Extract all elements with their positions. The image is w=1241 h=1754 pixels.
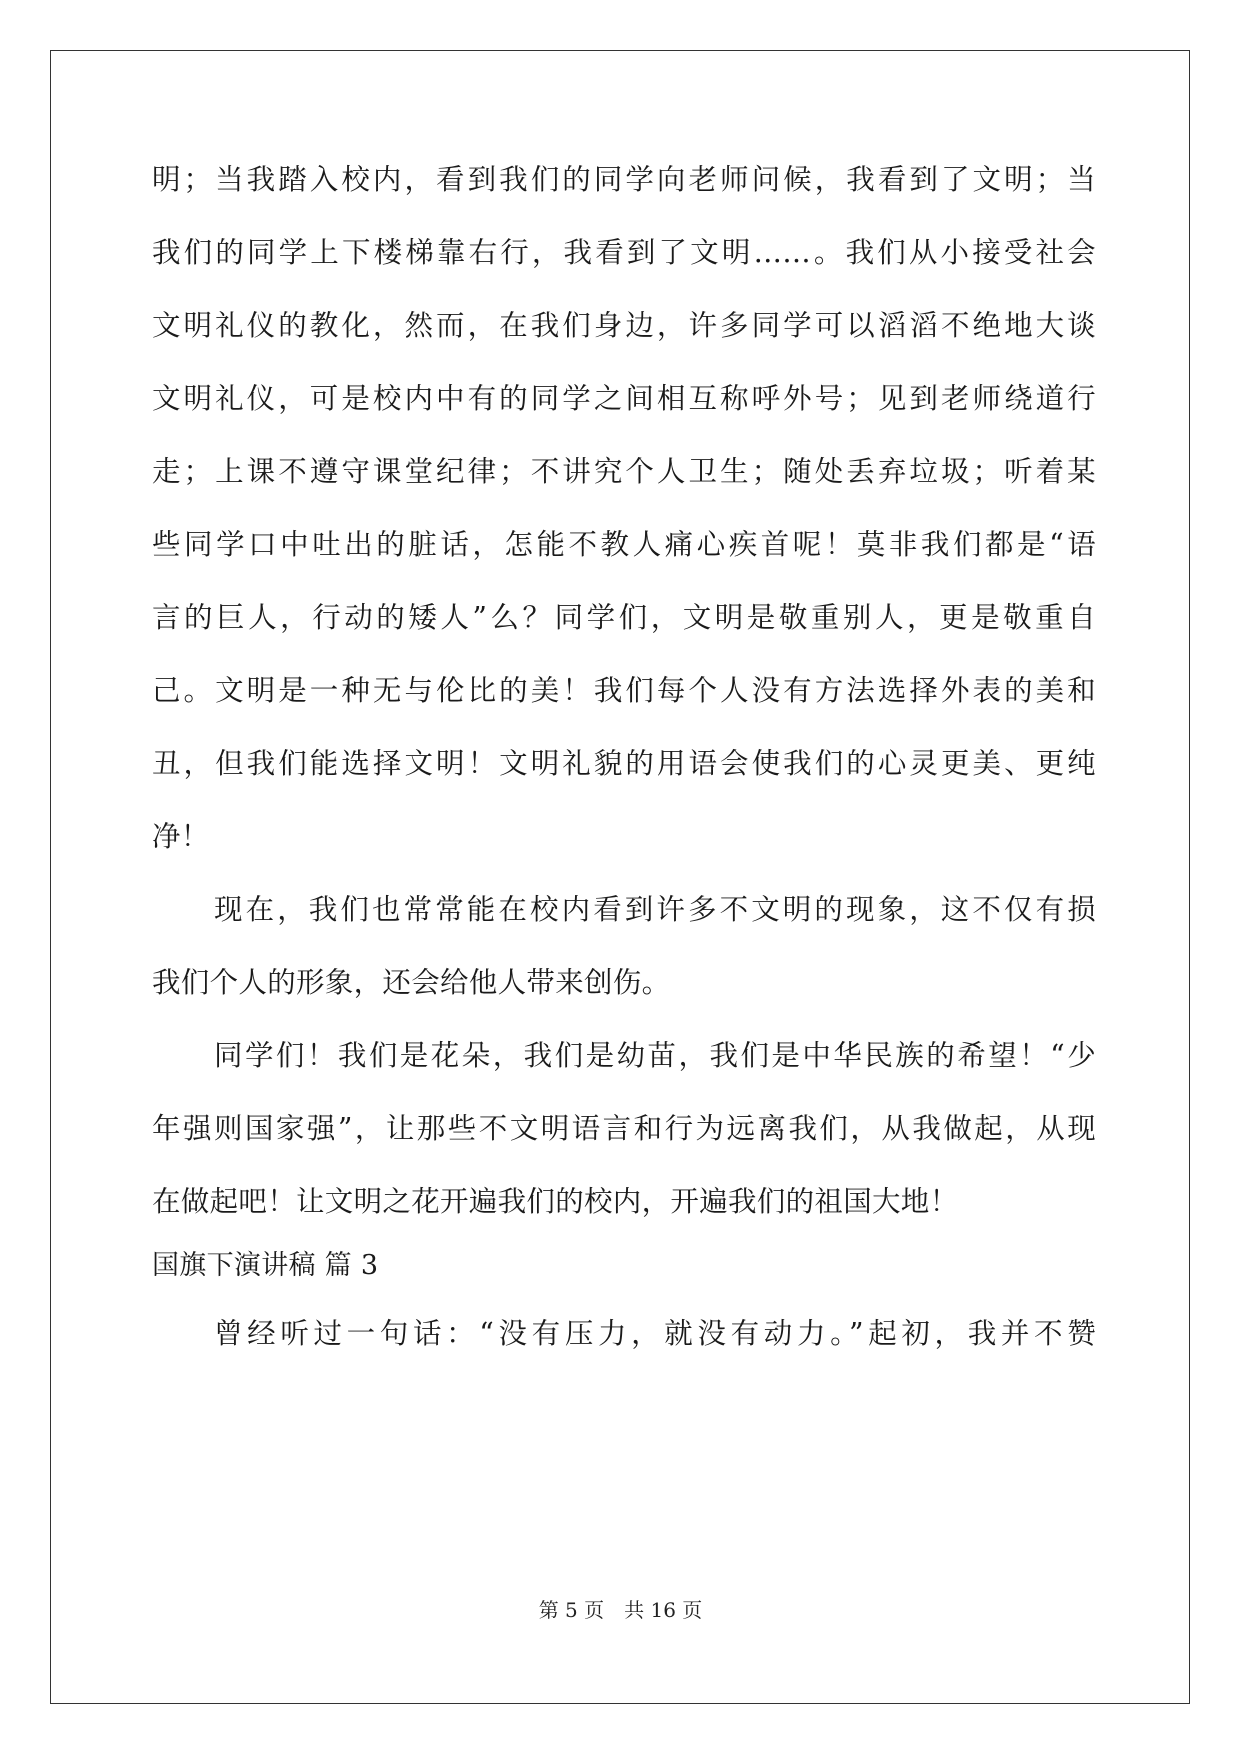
paragraph-line: 年强则国家强”，让那些不文明语言和行为远离我们，从我做起，从现: [152, 1112, 1096, 1145]
paragraph-line: 明；当我踏入校内，看到我们的同学向老师问候，我看到了文明；当: [152, 163, 1096, 196]
paragraph-line: 在做起吧！让文明之花开遍我们的校内，开遍我们的祖国大地！: [152, 1185, 959, 1218]
paragraph-first-line: 同学们！我们是花朵，我们是幼苗，我们是中华民族的希望！“少: [214, 1039, 1096, 1072]
paragraph-line: 些同学口中吐出的脏话，怎能不教人痛心疾首呢！莫非我们都是“语: [152, 528, 1096, 561]
paragraph-line: 文明礼仪的教化，然而，在我们身边，许多同学可以滔滔不绝地大谈: [152, 309, 1096, 342]
page-border: [50, 50, 1190, 1704]
paragraph-line: 文明礼仪，可是校内中有的同学之间相互称呼外号；见到老师绕道行: [152, 382, 1096, 415]
paragraph-line: 我们的同学上下楼梯靠右行，我看到了文明……。我们从小接受社会: [152, 236, 1096, 269]
paragraph-line: 己。文明是一种无与伦比的美！我们每个人没有方法选择外表的美和: [152, 674, 1096, 707]
page-number-footer: 第 5 页 共 16 页: [538, 1598, 703, 1622]
paragraph-first-line: 曾经听过一句话：“没有压力，就没有动力。”起初，我并不赞: [214, 1317, 1096, 1350]
paragraph-line: 净！: [152, 820, 210, 853]
paragraph-line: 言的巨人，行动的矮人”么？同学们，文明是敬重别人，更是敬重自: [152, 601, 1096, 634]
paragraph-first-line: 现在，我们也常常能在校内看到许多不文明的现象，这不仅有损: [214, 893, 1096, 926]
section-heading: 国旗下演讲稿 篇 3: [152, 1250, 379, 1281]
paragraph-line: 走；上课不遵守课堂纪律；不讲究个人卫生；随处丢弃垃圾；听着某: [152, 455, 1096, 488]
paragraph-line: 丑，但我们能选择文明！文明礼貌的用语会使我们的心灵更美、更纯: [152, 747, 1096, 780]
paragraph-line: 我们个人的形象，还会给他人带来创伤。: [152, 966, 671, 999]
